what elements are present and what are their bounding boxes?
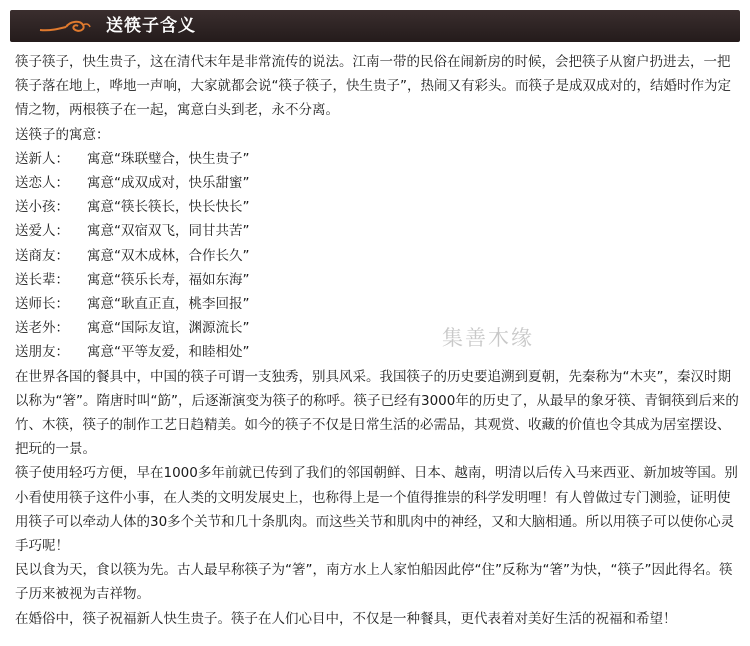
meaning-recipient: 送小孩： [15,199,69,216]
meanings-list [15,147,739,365]
meaning-item [15,292,739,316]
meaning-text: 寓意“筷长筷长，快长快长” [87,199,250,216]
history-paragraph: 在世界各国的餐具中，中国的筷子可谓一支独秀，别具风采。我国筷子的历史要追溯到夏朝，先秦称为“木夹”，秦汉时期以称为“箸”。隋唐时叫“筯”，后逐渐演变为筷子的称呼。筷子已经有3000年的历史了，从最早的象牙筷、青铜筷到后来的竹、木筷，筷子的制作工艺日趋精美。如今的筷子不仅是日常生活的必需品，其观赏、收藏的价值也令其成为居室摆设、把玩的一景。 [15,368,739,458]
meaning-recipient: 送长辈： [15,271,69,288]
naming-paragraph: 民以食为天，食以筷为先。古人最早称筷子为“箸”，南方水上人家怕船因此停“住”反称为“箸”为快，“筷子”因此得名。筷子历来被视为吉祥物。 [15,562,733,603]
meaning-item [15,147,739,171]
section-header [10,10,740,42]
meaning-item [15,219,739,243]
meaning-recipient: 送老外： [15,320,69,337]
meaning-text: 寓意“双木成林，合作长久” [87,247,250,264]
meaning-text: 寓意“双宿双飞，同甘共苦” [87,223,250,240]
meaning-item [15,340,739,364]
wedding-paragraph: 在婚俗中，筷子祝福新人快生贵子。筷子在人们心目中，不仅是一种餐具，更代表着对美好生活的祝福和希望！ [15,610,677,627]
meaning-item [15,268,739,292]
meaning-recipient: 送师长： [15,295,69,312]
intro-paragraph: 筷子筷子，快生贵子，这在清代末年是非常流传的说法。江南一带的民俗在闹新房的时候，会把筷子从窗户扔进去，一把筷子落在地上，哗地一声响，大家就都会说“筷子筷子，快生贵子”，热闹又有彩头。而筷子是成双成对的，结婚时作为定情之物，两根筷子在一起，寓意白头到老，永不分离。 [15,54,731,119]
meaning-text: 寓意“成双成对，快乐甜蜜” [87,175,250,191]
meaning-recipient: 送爱人： [15,223,69,240]
section-title: 送筷子含义 [106,16,196,36]
meaning-recipient: 送商友： [15,247,69,264]
meaning-item [15,244,739,268]
meaning-recipient: 送新人： [15,150,69,167]
meaning-recipient: 送朋友： [15,344,69,361]
meaning-text: 寓意“珠联璧合，快生贵子” [87,150,250,167]
meaning-item [15,195,739,219]
meanings-heading: 送筷子的寓意： [15,126,110,143]
meaning-item [15,316,739,340]
watermark: 集善木缘 [442,326,534,350]
meaning-text: 寓意“平等友爱，和睦相处” [87,344,250,361]
meaning-text: 寓意“筷乐长寿，福如东海” [87,271,250,288]
meaning-text: 寓意“国际友谊，渊源流长” [87,320,250,337]
swirl-ornament-icon [38,18,92,36]
meaning-item [15,171,739,195]
article-content [15,50,739,631]
meaning-text: 寓意“耿直正直，桃李回报” [87,295,250,312]
usage-paragraph: 筷子使用轻巧方便，早在1000多年前就已传到了我们的邻国朝鲜、日本、越南，明清以后传入马来西亚、新加坡等国。别小看使用筷子这件小事，在人类的文明发展史上，也称得上是一个值得推崇的科学发明哩！有人曾做过专门测验，证明使用筷子可以牵动人体的30多个关节和几十条肌肉。而这些关节和肌肉中的神经，又和大脑相通。所以用筷子可以使你心灵手巧呢！ [15,465,738,554]
meaning-recipient: 送恋人： [15,175,69,191]
